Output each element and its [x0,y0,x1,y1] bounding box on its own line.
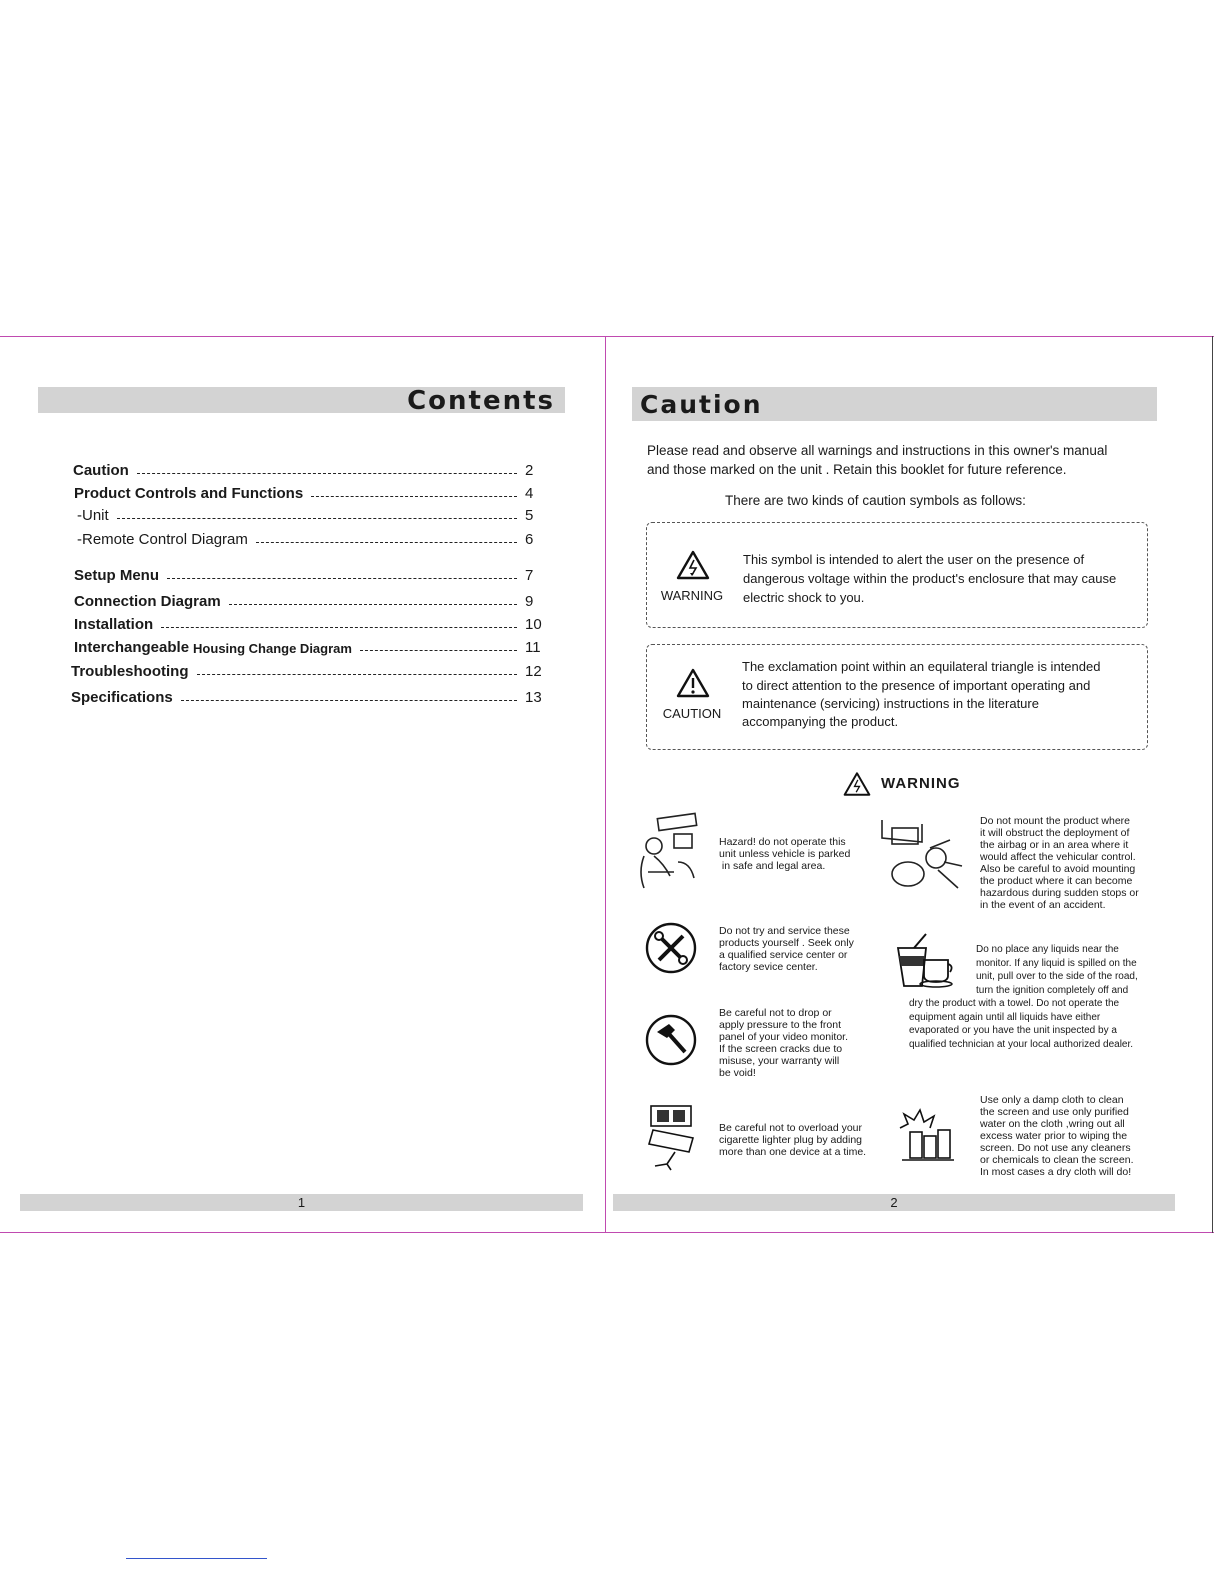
toc-entry[interactable] [74,636,545,656]
toc-entry[interactable] [74,482,545,502]
toc-leader-dots [229,604,517,605]
caution-text-line-1: The exclamation point within an equilateral triangle is intended [742,659,1101,674]
toc-entry-page: 2 [525,462,534,479]
toc-entry[interactable] [74,613,545,633]
toc-entry-title-suffix: Housing Change Diagram [193,641,352,656]
liquids-text-bottom: dry the product with a towel. Do not operate the equipment again until all liquids have either evaporated or you have the unit inspected by a qualified technician at your local authorized dealer. [909,998,1134,1050]
right-page-footer [613,1194,1175,1211]
toc-entry[interactable] [71,686,545,706]
cigarette-lighter-plug-icon [645,1102,701,1172]
bottom-link-underline [126,1558,267,1559]
toc-entry-title: Setup Menu [74,567,159,584]
toc-leader-dots [137,473,517,474]
toc-leader-dots [117,518,517,519]
driver-watching-screen-icon [634,812,708,892]
service-text: Do not try and service these products yourself . Seek only a qualified service center or factory sevice center. [719,925,854,973]
airbag-text: Do not mount the product where it will obstruct the deployment of the airbag or in an area where it would affect the vehicular control. Also be careful to avoid mounting the product where it can become hazardous during sudden stops or in the event of an accident. [980,815,1139,911]
caution-header-bar [632,387,1157,421]
toc-entry[interactable] [71,660,545,680]
right-page-number: 2 [890,1195,898,1210]
contents-title: Contents [407,386,555,416]
toc-entry-page: 10 [525,616,542,633]
spread-center-fold [605,336,606,1233]
hazard-text: Hazard! do not operate this unit unless vehicle is parked in safe and legal area. [719,836,851,872]
warning-text-line-3: electric shock to you. [743,590,865,605]
left-page-number: 1 [297,1195,306,1210]
toc-entry-title: -Unit [77,507,109,524]
toc-entry[interactable] [74,564,545,584]
toc-entry[interactable] [77,528,545,548]
toc-entry[interactable] [73,459,545,479]
exclamation-triangle-icon [676,668,710,698]
toc-entry-title: Specifications [71,689,173,706]
toc-entry-title: -Remote Control Diagram [77,531,248,548]
caution-title: Caution [640,390,763,419]
toc-entry-page: 12 [525,663,542,680]
toc-entry-title: Interchangeable [74,639,190,656]
toc-entry-title: Product Controls and Functions [74,485,304,502]
toc-entry[interactable] [74,590,545,610]
toc-entry-title: Caution [73,462,129,479]
toc-entry-page: 7 [525,567,534,584]
caution-text-line-4: accompanying the product. [742,714,899,729]
warning-text-line-1: This symbol is intended to alert the user on the presence of [743,552,1085,567]
toc-entry-page: 4 [525,485,534,502]
toc-leader-dots [256,542,517,543]
drinks-liquid-icon [894,932,956,988]
contents-header-bar [38,386,565,416]
warning-text-line-2: dangerous voltage within the product's enclosure that may cause [743,571,1117,586]
toc-entry-title: Connection Diagram [74,593,221,610]
toc-entry-title: Troubleshooting [71,663,189,680]
toc-entry-page: 11 [525,639,541,656]
cleaning-chemicals-icon [896,1108,958,1164]
spread-bottom-border [0,1232,1214,1233]
toc-leader-dots [167,578,517,579]
toc-leader-dots [311,496,517,497]
liquids-text-top: Do no place any liquids near the monitor. If any liquid is spilled on the unit, pull over to the side of the road, turn the ignition completely off and [976,944,1138,996]
warning-label: WARNING [660,588,724,603]
toc-entry-page: 9 [525,593,534,610]
symbol-kinds-line: There are two kinds of caution symbols as follows: [725,493,1026,508]
spread-right-border [1212,336,1213,1233]
intro-line-1: Please read and observe all warnings and instructions in this owner's manual [647,443,1108,458]
warning-heading: WARNING [881,775,961,792]
spread-top-border [0,336,1214,337]
toc-leader-dots [360,650,517,651]
hammer-icon [645,1014,697,1066]
airbag-driver-icon [878,818,968,894]
overload-text: Be careful not to overload your cigarette lighter plug by adding more than one device at a time. [719,1122,867,1158]
caution-text-line-2: to direct attention to the presence of important operating and [742,678,1091,693]
toc-entry-page: 13 [525,689,542,706]
toc-entry-page: 6 [525,531,534,548]
lightning-triangle-icon [676,550,710,580]
toc-entry-title: Installation [74,616,154,633]
toc-entry-page: 5 [525,507,534,524]
left-page-footer [20,1194,583,1211]
toc-leader-dots [161,627,517,628]
caution-text-line-3: maintenance (servicing) instructions in the literature [742,696,1039,711]
toc-leader-dots [197,674,518,675]
toc-leader-dots [181,700,517,701]
drop-text: Be careful not to drop or apply pressure to the front panel of your video monitor. If the screen cracks due to misuse, your warranty will be void! [719,1007,848,1079]
lightning-triangle-small-icon [843,771,871,797]
tools-service-icon [645,922,697,974]
cleaning-text: Use only a damp cloth to clean the screen and use only purified water on the cloth ,wring out all excess water prior to wiping the screen. Do not use any cleaners or chemicals to clean the screen. In most cases a dry cloth will do! [980,1094,1134,1178]
intro-line-2: and those marked on the unit . Retain this booklet for future reference. [647,462,1067,477]
caution-label: CAUTION [662,706,722,721]
toc-entry[interactable] [77,504,545,524]
